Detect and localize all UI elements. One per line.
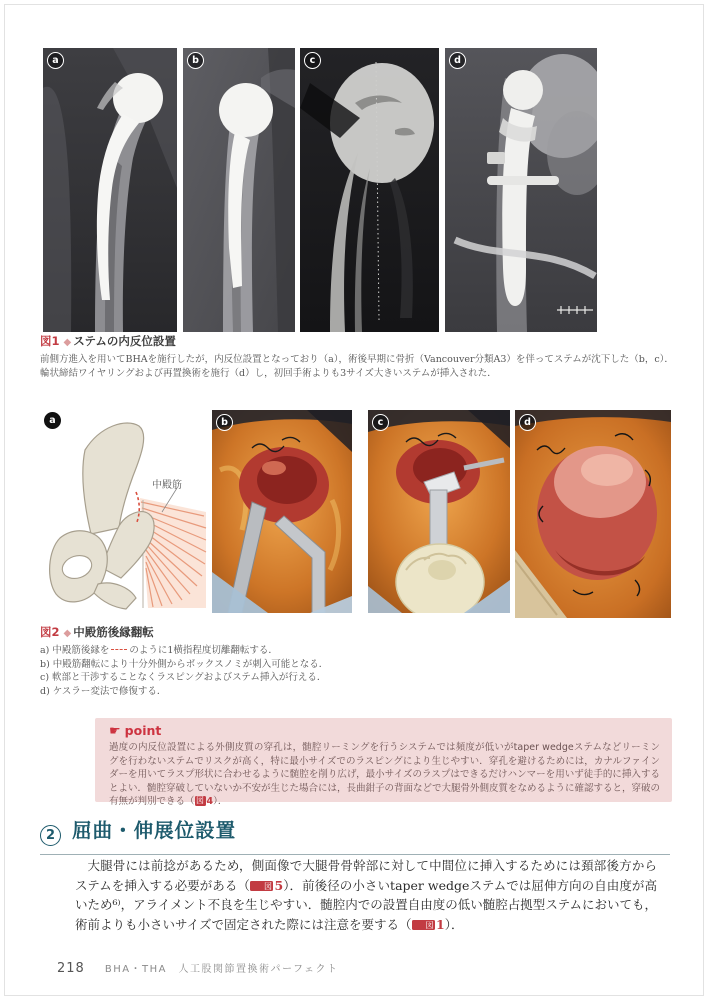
surgery-photo-c (368, 410, 510, 613)
pointing-hand-icon: ☛ (109, 724, 121, 739)
panel-letter: a (49, 414, 56, 426)
figure2-item-c: c) 軟部と干渉することなくラスピングおよびステム挿入が行える． (40, 672, 327, 683)
figure1-title-text: ステムの内反位設置 (73, 334, 176, 348)
surgery-photo-d (515, 410, 671, 618)
panel-letter: c (309, 54, 316, 66)
figure2-illustration-a (40, 408, 207, 613)
panel-label-a (47, 52, 64, 69)
point-box-text: 過度の内反位設置による外側皮質の穿孔は，髄腔リーミングを行うシステムでは頻度が低いがtaper wedgeステムなどリーミングを行わないステムでリスクが高く，特に最小サイズでのラスピングにより生じやすい．穿孔を避けるためには，カナルファインダーを用いてラスプ形状に合わせるように髄腔を削り広げ，最小サイズのラスプはできるだけハンマーを用いず徒手的に挿入するとよい．髄腔穿破していないか不安が生じた場合には，長曲鉗子の背面などで大腿骨外側皮質をなめるように確認すると，穿破の有無が判別できる（ 図 4）． (109, 742, 661, 807)
panel-letter: c (377, 416, 384, 428)
section-number-circle (40, 825, 61, 846)
figure1-title (40, 333, 676, 349)
figure5-reference: 図 5 (250, 878, 283, 893)
panel-letter: d (524, 416, 531, 428)
point-box (95, 718, 672, 807)
figure1-caption-text: 前側方進入を用いてBHAを施行したが，内反位設置となっており（a），術後早期に骨折（Vancouver分類A3）を伴ってステムが沈下した（b，c）．輪状締結ワイヤリングおよび再置換術を施行（d）し，初回手術よりも3サイズ大きいステムが挿入された． (40, 354, 674, 379)
section-title: 屈曲・伸展位設置 (72, 819, 237, 842)
xray-image-b (183, 48, 295, 332)
figure2-item-list (40, 644, 676, 698)
figure1-number: 図1 (40, 334, 60, 348)
figure1-xray-panel-a (43, 48, 177, 332)
body-paragraph: 大腿骨には前捻があるため，側面像で大腿骨骨幹部に対して中間位に挿入するためには頚部後方からステムを挿入する必要がある（ 図 5）．前後径の小さいtaper wedgeステムでは屈伸方向の自由度が高いため⁶⁾，アライメント不良を生じやすい．髄腔内での設置自由度の低い髄腔占拠型ステムにおいても，術前よりも小さいサイズで固定された際には注意を要する（ 図 1）． (75, 858, 657, 932)
section-number: 2 (45, 828, 56, 843)
figure2-title (40, 624, 676, 640)
figure1-reference: 図 1 (412, 917, 445, 932)
xray-image-a (43, 48, 177, 332)
figure1-xray-panel-b (183, 48, 295, 332)
hip-anatomy-illustration (40, 408, 207, 613)
figure2-caption (40, 624, 676, 698)
panel-label-b (216, 414, 233, 431)
figure1-xray-panel-c (300, 48, 439, 332)
figure2-photo-c (368, 410, 510, 613)
xray-image-d (445, 48, 597, 332)
panel-label-d (519, 414, 536, 431)
surgery-photo-b (212, 410, 352, 613)
panel-letter: d (454, 54, 461, 66)
panel-label-a (44, 412, 61, 429)
figure2-photo-b (212, 410, 352, 613)
figure2-item-d: d) ケスラー変法で修復する． (40, 685, 167, 697)
figure1-xray-panel-d (445, 48, 597, 332)
panel-letter: b (221, 416, 228, 428)
figure2-item-b: b) 中殿筋翻転により十分外側からボックスノミが刺入可能となる． (40, 658, 329, 670)
page-footer (57, 960, 339, 976)
panel-label-c (304, 52, 321, 69)
panel-letter: a (52, 54, 59, 66)
figure2-photo-d (515, 410, 671, 618)
panel-label-d (449, 52, 466, 69)
panel-label-b (187, 52, 204, 69)
point-box-header (109, 725, 660, 738)
figure2-number: 図2 (40, 625, 60, 639)
figure2-item-a: a) 中殿筋後縁を のように1横指程度切離翻転する． (40, 645, 278, 656)
panel-letter: b (192, 54, 199, 66)
page-number: 218 (57, 961, 85, 976)
muscle-label: 中殿筋 (152, 480, 182, 491)
book-title: BHA・THA 人工股関節置換術パーフェクト (104, 964, 339, 975)
xray-image-c (300, 48, 439, 332)
point-label: point (124, 723, 162, 739)
figure1-caption (40, 333, 676, 380)
red-dashed-line-icon (111, 649, 127, 650)
panel-label-c (372, 414, 389, 431)
section-heading (40, 815, 670, 855)
figure2-title-text: 中殿筋後縁翻転 (73, 625, 154, 639)
diamond-icon: ◆ (63, 337, 72, 348)
diamond-icon: ◆ (63, 628, 72, 639)
figure4-reference: 図 4 (196, 796, 214, 807)
